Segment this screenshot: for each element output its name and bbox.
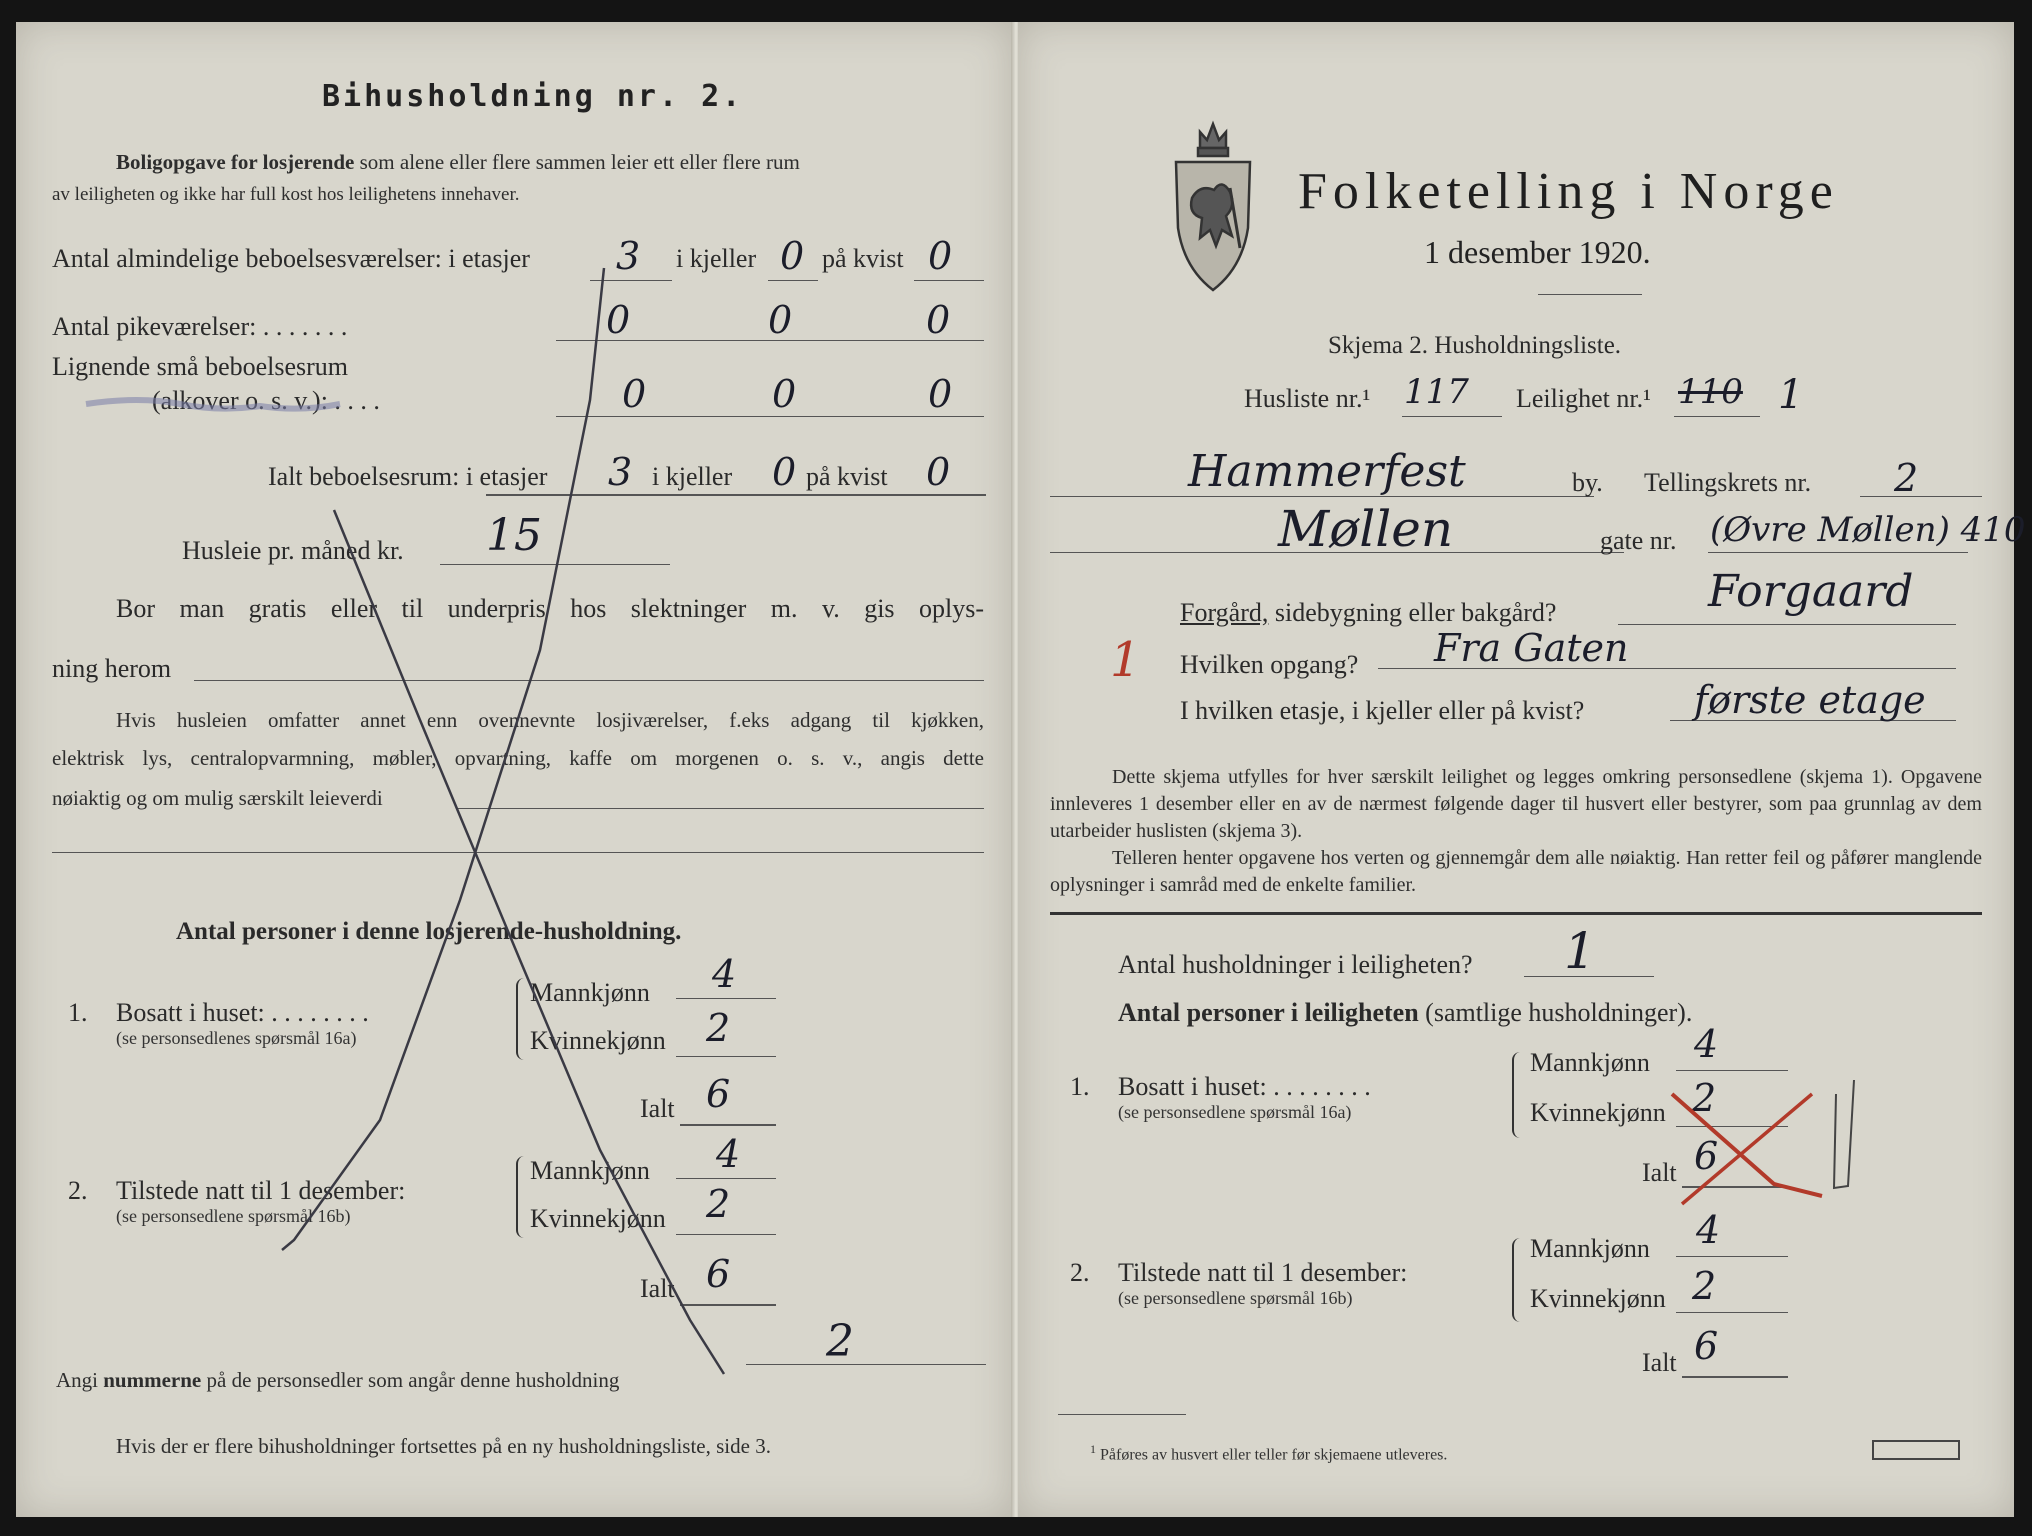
- left-q1-sub: (se personsedlenes spørsmål 16a): [116, 1028, 357, 1048]
- intro-line-1: [116, 150, 800, 175]
- right-q2-female-label: Kvinnekjønn: [1530, 1284, 1666, 1313]
- left-q2-sub: (se personsedlene spørsmål 16b): [116, 1206, 351, 1226]
- total-kjeller-label: i kjeller: [652, 462, 733, 491]
- divider: [1050, 912, 1982, 915]
- numbers-value: 2: [826, 1316, 854, 1367]
- left-q2-male-line: [676, 1178, 776, 1179]
- krets-line: [1860, 496, 1982, 497]
- gratis-text-2: ning herom: [52, 654, 172, 683]
- total-kjeller-value: 0: [772, 450, 797, 494]
- right-persons-heading-rest: (samtlige husholdninger).: [1425, 998, 1693, 1027]
- gate-label: gate nr.: [1600, 526, 1677, 555]
- left-q2-male-value: 4: [716, 1132, 741, 1176]
- intro-rest: som alene eller flere sammen leier ett eller flere rum: [359, 150, 800, 174]
- pike-value-3: 0: [926, 298, 951, 342]
- right-q2-total-label: Ialt: [1642, 1348, 1677, 1377]
- left-q1-total-line: [680, 1124, 776, 1126]
- right-persons-heading: [1118, 998, 1692, 1028]
- left-q2-female-value: 2: [706, 1182, 731, 1226]
- footnote-rule: [1058, 1414, 1186, 1415]
- left-q1-female-label: Kvinnekjønn: [530, 1026, 666, 1055]
- right-q1-male-label: Mannkjønn: [1530, 1048, 1650, 1077]
- left-q2-female-label: Kvinnekjønn: [530, 1204, 666, 1233]
- right-q1-total-line: [1682, 1186, 1788, 1188]
- pike-value-2: 0: [768, 298, 793, 342]
- small-value-1: 0: [622, 372, 647, 416]
- numbers-line: [746, 1364, 986, 1365]
- right-q1-male-value: 4: [1694, 1022, 1719, 1066]
- right-q1-label: Bosatt i huset: . . . . . . . .: [1118, 1072, 1371, 1101]
- forgard-line: [1618, 624, 1956, 625]
- left-q1-total-value: 6: [706, 1072, 731, 1116]
- left-q2-num: 2.: [68, 1176, 88, 1205]
- left-q2-total-line: [680, 1304, 776, 1306]
- right-page: [1018, 22, 2026, 1517]
- numbers-label-pre: Angi: [56, 1368, 98, 1392]
- left-q2-total-value: 6: [706, 1252, 731, 1296]
- households-label: Antal husholdninger i leiligheten?: [1118, 950, 1473, 979]
- left-q2-total-label: Ialt: [640, 1274, 675, 1303]
- footnote-num: 1: [1090, 1442, 1096, 1456]
- total-kvist-label: på kvist: [806, 462, 888, 491]
- date-underline: [1538, 294, 1642, 295]
- etasje-value: første etage: [1694, 678, 1926, 722]
- instructions-1: Dette skjema utfylles for hver særskilt leilighet og legges omkring personsedlene (skjema 1). Opgavene innleveres 1 desember eller en av de nærmest følgende dager til husvert eller bestyrer, som paa grunnlag av dem utarbeider huslisten (skjema 3).: [1050, 766, 1982, 842]
- incl-text-1: Hvis husleien omfatter annet enn ovennevnte losjiværelser, f.eks adgang til kjøkken,: [116, 708, 984, 732]
- right-q2-female-line: [1676, 1312, 1788, 1313]
- gate-value: (Øvre Møllen) 410: [1710, 510, 2026, 550]
- small-rooms-label-2: (alkover o. s. v.): . . . .: [152, 386, 380, 415]
- right-q2-total-value: 6: [1694, 1324, 1719, 1368]
- street-value: Møllen: [1278, 500, 1454, 558]
- rooms-kvist-label: på kvist: [822, 244, 904, 273]
- right-q2-female-value: 2: [1692, 1264, 1717, 1308]
- left-q1-female-line: [676, 1056, 776, 1057]
- rent-value: 15: [486, 510, 542, 561]
- small-value-2: 0: [772, 372, 797, 416]
- incl-text-3: nøiaktig og om mulig særskilt leieverdi: [52, 786, 383, 810]
- opgang-value: Fra Gaten: [1434, 626, 1629, 670]
- incl-text-2: elektrisk lys, centralopvarmning, møbler, opvartning, kaffe om morgenen o. s. v., angis dette: [52, 746, 984, 770]
- left-q1-brace: [516, 978, 528, 1060]
- footnote-text: Påføres av husvert eller teller før skjemaene utleveres.: [1100, 1446, 1448, 1464]
- left-page: [16, 22, 1011, 1517]
- etasje-label: I hvilken etasje, i kjeller eller på kvist?: [1180, 696, 1585, 725]
- right-q1-female-label: Kvinnekjønn: [1530, 1098, 1666, 1127]
- rooms-kvist-value: 0: [928, 234, 953, 278]
- left-q2-female-line: [676, 1234, 776, 1235]
- right-q1-total-label: Ialt: [1642, 1158, 1677, 1187]
- gate-line: [1708, 552, 1968, 553]
- instructions-2: Telleren henter opgavene hos verten og gjennemgår dem alle nøiaktig. Han retter feil og påfører manglende oplysninger i samråd med de enkelte familier.: [1050, 847, 1982, 896]
- left-footer: Hvis der er flere bihusholdninger fortsettes på en ny husholdningsliste, side 3.: [116, 1434, 771, 1458]
- right-q1-sub: (se personsedlene spørsmål 16a): [1118, 1102, 1352, 1122]
- households-value: 1: [1564, 922, 1596, 980]
- incl-line-2: [52, 852, 984, 853]
- total-kvist-value: 0: [926, 450, 951, 494]
- printer-stamp: [1872, 1440, 1960, 1460]
- husliste-label: Husliste nr.¹: [1244, 384, 1371, 413]
- city-suffix: by.: [1572, 468, 1603, 497]
- rent-label: Husleie pr. måned kr.: [182, 536, 404, 565]
- rooms-kvist-line: [914, 280, 984, 281]
- right-q2-brace: [1512, 1238, 1524, 1322]
- norway-lion-shield-icon: [1170, 118, 1256, 294]
- leilighet-line: [1674, 416, 1760, 417]
- forgard-value: Forgaard: [1708, 566, 1914, 617]
- left-persons-heading: Antal personer i denne losjerende-husholdning.: [176, 918, 682, 945]
- rooms-kjeller-label: i kjeller: [676, 244, 757, 273]
- rooms-etasjer-line: [590, 280, 672, 281]
- left-q1-male-value: 4: [712, 952, 737, 996]
- left-q2-male-label: Mannkjønn: [530, 1156, 650, 1185]
- right-q1-male-line: [1676, 1070, 1788, 1071]
- right-q2-male-line: [1676, 1256, 1788, 1257]
- numbers-label-bold: nummerne: [103, 1368, 202, 1392]
- opgang-margin-mark: 1: [1110, 632, 1141, 688]
- city-value: Hammerfest: [1188, 446, 1466, 497]
- right-date: 1 desember 1920.: [1424, 234, 1651, 270]
- left-q2-brace: [516, 1156, 528, 1238]
- right-title: Folketelling i Norge: [1298, 163, 1839, 220]
- left-q1-num: 1.: [68, 998, 88, 1027]
- total-etasjer-value: 3: [608, 450, 633, 494]
- left-q2-label: Tilstede natt til 1 desember:: [116, 1176, 406, 1205]
- left-q1-total-label: Ialt: [640, 1094, 675, 1123]
- right-q1-brace: [1512, 1052, 1524, 1138]
- left-q1-male-label: Mannkjønn: [530, 978, 650, 1007]
- right-q1-female-value: 2: [1692, 1076, 1717, 1120]
- left-q1-male-line: [676, 998, 776, 999]
- forgard-label-rest: sidebygning eller bakgård?: [1274, 598, 1557, 627]
- krets-value: 2: [1894, 456, 1919, 500]
- rooms-kjeller-value: 0: [780, 234, 805, 278]
- numbers-label: [56, 1368, 619, 1393]
- opgang-label: Hvilken opgang?: [1180, 650, 1359, 679]
- pike-value-1: 0: [606, 298, 631, 342]
- husliste-value: 117: [1404, 372, 1469, 412]
- leilighet-value-2: 1: [1778, 372, 1804, 418]
- husliste-line: [1402, 416, 1502, 417]
- small-rooms-label-1: Lignende små beboelsesrum: [52, 352, 349, 381]
- rooms-kjeller-line: [768, 280, 818, 281]
- numbers-label-post: på de personsedler som angår denne husholdning: [206, 1368, 620, 1392]
- left-title: Bihusholdning nr. 2.: [322, 79, 744, 114]
- right-q2-label: Tilstede natt til 1 desember:: [1118, 1258, 1408, 1287]
- forgard-label: [1180, 598, 1556, 628]
- rooms-label: Antal almindelige beboelsesværelser: i etasjer: [52, 244, 530, 273]
- footnote: [1090, 1442, 1447, 1464]
- incl-line-1: [456, 808, 984, 809]
- krets-label: Tellingskrets nr.: [1644, 468, 1812, 497]
- right-q1-female-line: [1676, 1126, 1788, 1127]
- total-label: Ialt beboelsesrum: i etasjer: [268, 462, 548, 491]
- right-q2-male-value: 4: [1696, 1208, 1721, 1252]
- small-rooms-line: [556, 416, 984, 417]
- right-q2-total-line: [1682, 1376, 1788, 1378]
- forgard-label-underlined: Forgård,: [1180, 598, 1269, 627]
- schema-label: Skjema 2. Husholdningsliste.: [1328, 332, 1622, 359]
- small-value-3: 0: [928, 372, 953, 416]
- pike-label: Antal pikeværelser: . . . . . . .: [52, 312, 348, 341]
- gratis-text: Bor man gratis eller til underpris hos slektninger m. v. gis oplys-: [116, 594, 984, 623]
- leilighet-value: 110: [1678, 372, 1743, 412]
- total-line: [486, 494, 986, 496]
- leilighet-label: Leilighet nr.¹: [1516, 384, 1651, 413]
- intro-line-2: av leiligheten og ikke har full kost hos leilighetens innehaver.: [52, 184, 520, 205]
- right-q2-male-label: Mannkjønn: [1530, 1234, 1650, 1263]
- left-q1-female-value: 2: [706, 1006, 731, 1050]
- right-q2-sub: (se personsedlene spørsmål 16b): [1118, 1288, 1353, 1308]
- right-q1-num: 1.: [1070, 1072, 1090, 1101]
- right-q2-num: 2.: [1070, 1258, 1090, 1287]
- rooms-etasjer-value: 3: [616, 234, 641, 278]
- right-persons-heading-bold: Antal personer i leiligheten: [1118, 998, 1419, 1027]
- right-q1-total-value: 6: [1694, 1134, 1719, 1178]
- gratis-line: [194, 680, 984, 681]
- intro-bold: Boligopgave for losjerende: [116, 150, 355, 174]
- left-q1-label: Bosatt i huset: . . . . . . . .: [116, 998, 369, 1027]
- rent-line: [440, 564, 670, 565]
